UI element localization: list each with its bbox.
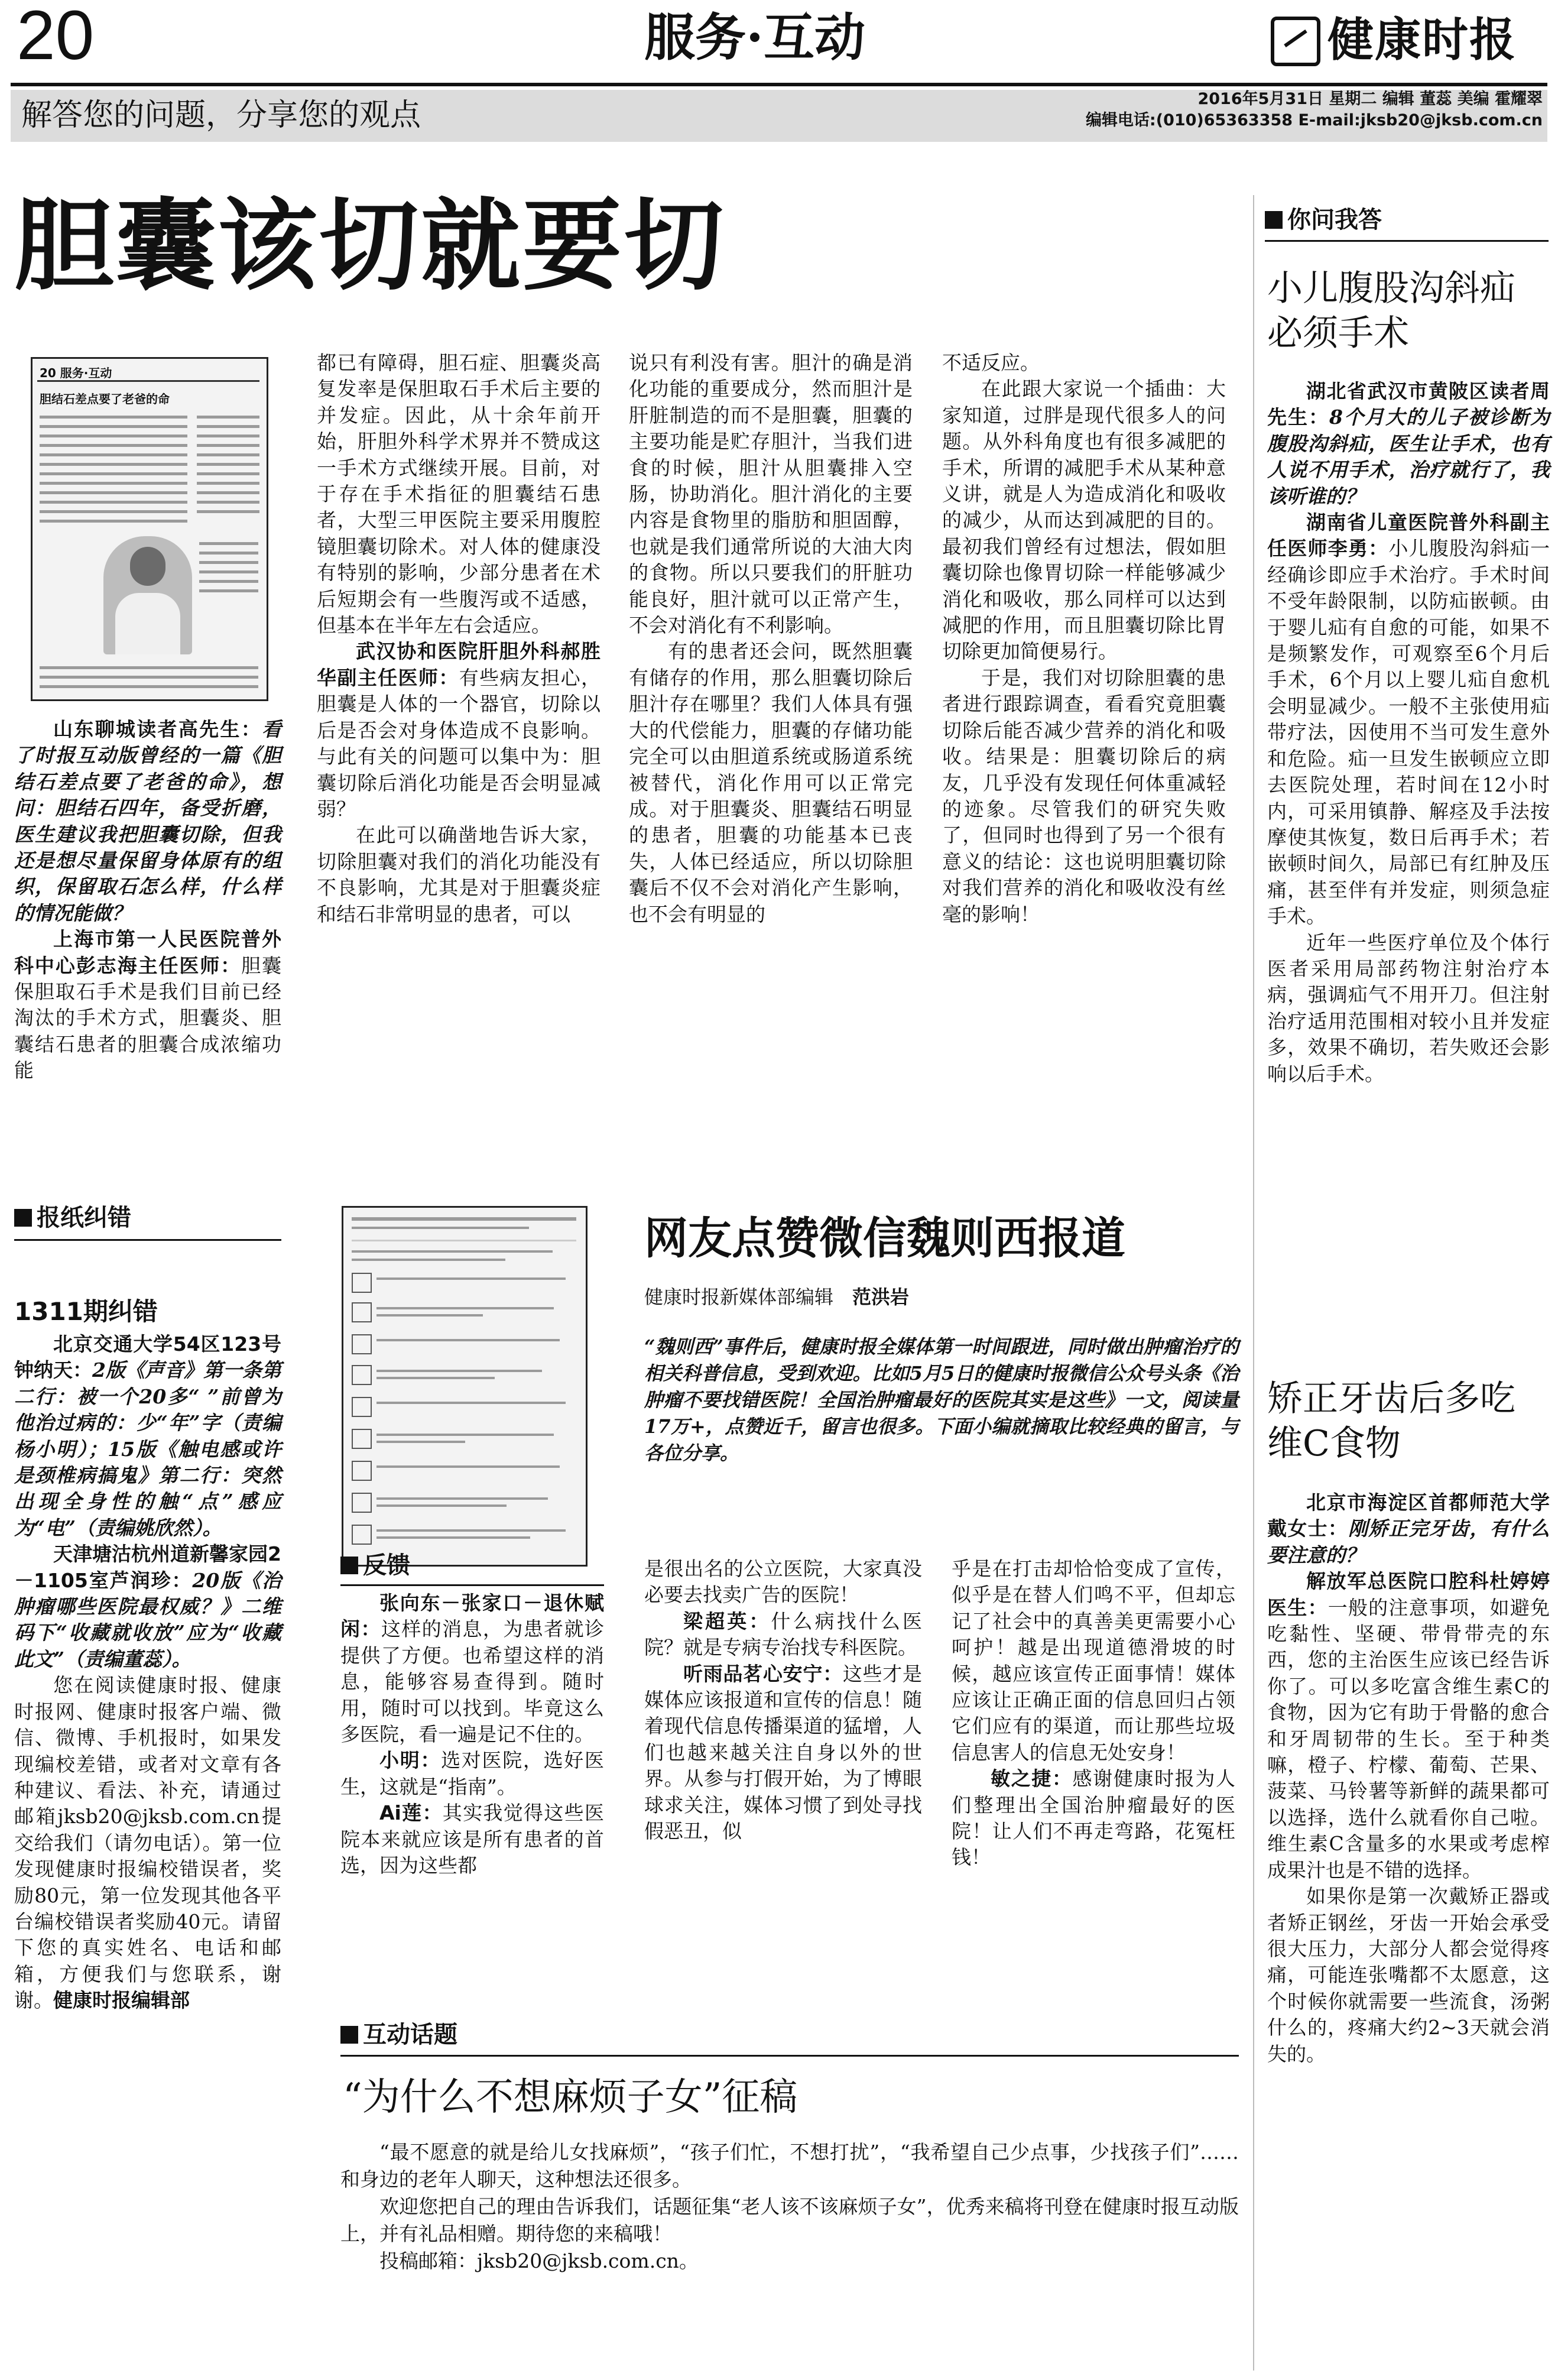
topic-title: “为什么不想麻烦子女”征稿 xyxy=(343,2076,798,2119)
qa-rule xyxy=(1265,240,1549,242)
qa-body-hernia xyxy=(1267,378,1550,1087)
comment: 小明：选对医院，选好医生，这就是“指南”。 xyxy=(340,1749,605,1798)
feedback-column-1 xyxy=(340,1590,604,1879)
expert-answer: 上海市第一人民医院普外科中心彭志海主任医师：胆囊保胆取石手术是我们目前已经淘汰的手术方式，胆囊炎、胆囊结石患者的胆囊合成浓缩功能 xyxy=(14,928,282,1082)
expert-answer: 湖南省儿童医院普外科副主任医师李勇：小儿腹股沟斜疝一经确诊即应手术治疗。手术时间不受年龄限制，以防疝嵌顿。由于婴儿疝有自愈的可能，如果不是频繁发作，可观察至6个月后手术，6个月以上婴儿疝自愈机会明显减少。一般不主张使用疝带疗法，因使用不当可发生意外和危险。疝一旦发生嵌顿应立即去医院处理，若时间在12小时内，可采用镇静、解痉及手法按摩使其恢复，数日后再手术；若嵌顿时间久，局部已有红肿及压痛，甚至伴有并发症，则须急症手术。 xyxy=(1267,511,1550,928)
header-rule xyxy=(11,83,1547,86)
correction-rule xyxy=(14,1239,281,1241)
correction-item: 天津塘沽杭州道新馨家园2－1105室芦润珍：20版《治肿瘤哪些医院最权威？》二维码下“收藏就收放”应为“收藏此文”（责编董蕊）。 xyxy=(14,1542,281,1671)
article-column-4 xyxy=(942,350,1226,928)
topic-body xyxy=(340,2139,1239,2275)
newspaper-logo xyxy=(1271,13,1549,67)
paragraph: 在此跟大家说一个插曲：大家知道，过胖是现代很多人的问题。从外科角度也有很多减肥的手术，所谓的减肥手术从某种意义讲，就是人为造成消化和吸收的减少，从而达到减肥的目的。最初我们曾经有过想法，假如胆囊切除也像胃切除一样能够减少消化和吸收，那么同样可以达到减肥的作用，而且胆囊切除比胃切除更加简便易行。 xyxy=(942,377,1226,663)
comment: 乎是在打击却恰恰变成了宣传，似乎是在替人们鸣不平，但却忘记了社会中的真善美更需要小心呵护！越是出现道德滑坡的时候，越应该宣传正面事情！媒体应该让正确正面的信息回归占领它们应有的渠道，而让那些垃圾信息害人的信息无处安身！ xyxy=(952,1557,1235,1764)
logo-mark-icon xyxy=(1271,17,1320,66)
logo-name: 健康时报 xyxy=(1327,13,1517,67)
paragraph: 近年一些医疗单位及个体行医者采用局部药物注射治疗本病，强调疝气不用开刀。但注射治疗适用范围相对较小且并发症多，效果不确切，若失败还会影响以后手术。 xyxy=(1267,930,1550,1085)
section-title: 服务·互动 xyxy=(644,8,865,67)
qa-title-hernia: 小儿腹股沟斜疝必须手术 xyxy=(1267,268,1515,354)
clipping-headline: 胆结石差点要了老爸的命 xyxy=(40,392,170,406)
correction-notice: 您在阅读健康时报、健康时报网、健康时报客户端、微信、微博、手机报时，如果发现编校差错，或者对文章有各种建议、看法、补充，请通过邮箱jksb20@jksb.com.cn提交给我们（请勿电话）。第一位发现健康时报编校错误者，奖励80元，第一位发现其他各平台编校错误者奖励40元。请留下您的真实姓名、电话和邮箱，方便我们与您联系，谢谢。健康时报编辑部 xyxy=(14,1674,281,2012)
wechat-story-intro: “魏则西”事件后，健康时报全媒体第一时间跟进，同时做出肿瘤治疗的相关科普信息，受到欢迎。比如5月5日的健康时报微信公众号头条《治肿瘤不要找错医院！全国治肿瘤最好的医院其实是这些》一文，阅读量17万+，点赞近千，留言也很多。下面小编就摘取比较经典的留言，与各位分享。 xyxy=(644,1335,1239,1464)
comment: 张向东－张家口－退休赋闲：这样的消息，为患者就诊提供了方便。也希望这样的消息，能够容易查得到。随时用，随时可以找到。毕竟这么多医院，看一遍是记不住的。 xyxy=(340,1591,605,1746)
paragraph: 欢迎您把自己的理由告诉我们，话题征集“老人该不该麻烦子女”，优秀来稿将刊登在健康时报互动版上，并有礼品相赠。期待您的来稿哦！ xyxy=(340,2195,1239,2245)
reader-question: 山东聊城读者高先生：看了时报互动版曾经的一篇《胆结石差点要了老爸的命》，想问：胆结石四年，备受折磨，医生建议我把胆囊切除，但我还是想尽量保留身体原有的组织，保留取石怎么样，什么样的情况能做？ xyxy=(14,718,281,925)
date-editors: 2016年5月31日 星期二 编辑 董蕊 美编 霍耀翠 xyxy=(1197,90,1543,108)
feedback-column-2 xyxy=(644,1556,922,1844)
paragraph: 在此可以确凿地告诉大家，切除胆囊对我们的消化功能没有不良影响，尤其是对于胆囊炎症和结石非常明显的患者，可以 xyxy=(317,823,601,926)
article-column-3 xyxy=(629,350,913,928)
submission-email: 投稿邮箱：jksb20@jksb.com.cn。 xyxy=(379,2249,699,2272)
square-bullet-icon xyxy=(340,2026,358,2044)
newspaper-clipping-image xyxy=(31,357,268,701)
feedback-rule xyxy=(340,1584,604,1586)
square-bullet-icon xyxy=(1265,211,1283,229)
column-divider xyxy=(1253,195,1254,2371)
page-number: 20 xyxy=(17,0,95,74)
clipping-header: 20 服务·互动 xyxy=(40,366,112,380)
qa-title-braces: 矫正牙齿后多吃维C食物 xyxy=(1267,1378,1515,1464)
reader-question: 北京市海淀区首都师范大学戴女士：刚矫正完牙齿，有什么要注意的？ xyxy=(1267,1491,1550,1567)
square-bullet-icon xyxy=(340,1557,358,1574)
correction-label: 报纸纠错 xyxy=(14,1202,131,1233)
correction-item: 北京交通大学54区123号钟纳天：2版《声音》第一条第二行：被一个20多“ ”前曾为他治过病的：少“年”字（责编杨小明）；15版《触电感或许是颈椎病搞鬼》第二行：突然出现全身性的触“点”感应为“电”（责编姚欣然）。 xyxy=(14,1332,281,1539)
slogan: 解答您的问题，分享您的观点 xyxy=(21,98,421,133)
comment: 敏之捷：感谢健康时报为人们整理出全国治肿瘤最好的医院！让人们不再走弯路，花冤枉钱！ xyxy=(952,1767,1236,1869)
wechat-story-title: 网友点赞微信魏则西报道 xyxy=(644,1213,1125,1264)
article-column-2 xyxy=(317,350,601,928)
paragraph: 说只有利没有害。胆汁的确是消化功能的重要成分，然而胆汁是肝脏制造的而不是胆囊，胆囊的主要功能是贮存胆汁，当我们进食的时候，胆汁从胆囊排入空肠，协助消化。胆汁消化的主要内容是食物里的脂肪和胆固醇，也就是我们通常所说的大油大肉的食物。所以只要我们的肝脏功能良好，胆汁就可以正常产生，不会对消化有不利影响。 xyxy=(629,351,913,637)
article-column-1 xyxy=(14,716,281,1084)
contact-line: 编辑电话:(010)65363358 E-mail:jksb20@jksb.com.cn xyxy=(1085,111,1543,129)
paragraph: 如果你是第一次戴矫正器或者矫正钢丝，牙齿一开始会承受很大压力，大部分人都会觉得疼痛，可能连张嘴都不太愿意，这个时候你就需要一些流食，汤粥什么的，疼痛大约2~3天就会消失的。 xyxy=(1267,1885,1550,2066)
correction-body xyxy=(14,1331,281,2014)
paragraph: 不适反应。 xyxy=(942,351,1040,374)
topic-label: 互动话题 xyxy=(340,2019,457,2050)
doctor-photo xyxy=(103,536,192,654)
comment: 听雨品茗心安宁：这些才是媒体应该报道和宣传的信息！随着现代信息传播渠道的猛增，人们也越来越关注自身以外的世界。从参与打假开始，为了博眼球求关注，媒体习惯了到处寻找假恶丑，似 xyxy=(644,1662,923,1843)
comment: Ai莲：其实我觉得这些医院本来就应该是所有患者的首选，因为这些都 xyxy=(340,1801,604,1878)
comment: 梁超英：什么病找什么医院？就是专病专治找专科医院。 xyxy=(644,1609,923,1659)
paragraph: “最不愿意的就是给儿女找麻烦”，“孩子们忙，不想打扰”，“我希望自己少点事，少找孩子们”……和身边的老年人聊天，这种想法还很多。 xyxy=(340,2141,1239,2191)
feedback-column-3 xyxy=(952,1556,1235,1871)
comment: 是很出名的公立医院，大家真没必要去找卖广告的医院！ xyxy=(644,1557,922,1607)
topic-rule xyxy=(340,2055,1239,2057)
correction-title: 1311期纠错 xyxy=(14,1297,158,1326)
expert-answer: 解放军总医院口腔科杜婷婷医生：一般的注意事项，如避免吃黏性、坚硬、带骨带壳的东西，您的主治医生应该已经告诉你了。可以多吃富含维生素C的食物，因为它有助于骨骼的愈合和牙周韧带的生长。至于种类嘛，橙子、柠檬、葡萄、芒果、菠菜、马铃薯等新鲜的蔬果都可以选择，选什么就看你自己啦。维生素C含量多的水果或考虑榨成果汁也是不错的选择。 xyxy=(1267,1570,1550,1882)
paragraph: 于是，我们对切除胆囊的患者进行跟踪调查，看看究竟胆囊切除后能否减少营养的消化和吸收。结果是：胆囊切除后的病友，几乎没有发现任何体重减轻的迹象。尽管我们的研究失败了，但同时也得到了另一个很有意义的结论：这也说明胆囊切除对我们营养的消化和吸收没有丝毫的影响！ xyxy=(942,666,1226,926)
main-headline: 胆囊该切就要切 xyxy=(14,187,726,304)
masthead-info xyxy=(1058,89,1543,131)
reader-question: 湖北省武汉市黄陂区读者周先生：8个月大的儿子被诊断为腹股沟斜疝，医生让手术，也有人说不用手术，治疗就行了，我该听谁的？ xyxy=(1267,380,1550,508)
expert-answer: 武汉协和医院肝胆外科郝胜华副主任医师：有些病友担心，胆囊是人体的一个器官，切除以后是否会对身体造成不良影响。与此有关的问题可以集中为：胆囊切除后消化功能是否会明显减弱？ xyxy=(317,640,601,821)
paragraph: 都已有障碍，胆石症、胆囊炎高复发率是保胆取石手术后主要的并发症。因此，从十余年前开始，肝胆外科学术界并不赞成这一手术方式继续开展。目前，对于存在手术指征的胆囊结石患者，大型三甲医院主要采用腹腔镜胆囊切除术。对人体的健康没有特别的影响，少部分患者在术后短期会有一些腹泻或不适感，但基本在半年左右会适应。 xyxy=(317,351,601,637)
qa-body-braces xyxy=(1267,1490,1550,2067)
wechat-screenshot-image xyxy=(342,1206,588,1567)
qa-label: 你问我答 xyxy=(1265,205,1382,235)
paragraph: 有的患者还会问，既然胆囊有储存的作用，那么胆囊切除后胆汁存在哪里？我们人体具有强大的代偿能力，胆囊的存储功能完全可以由胆道系统或肠道系统被替代，消化作用可以正常完成。对于胆囊炎、胆囊结石明显的患者，胆囊的功能基本已丧失，人体已经适应，所以切除胆囊后不仅不会对消化产生影响，也不会有明显的 xyxy=(629,640,913,926)
square-bullet-icon xyxy=(14,1209,32,1227)
wechat-story-byline: 健康时报新媒体部编辑 范洪岩 xyxy=(644,1286,910,1308)
feedback-label: 反馈 xyxy=(340,1550,410,1581)
